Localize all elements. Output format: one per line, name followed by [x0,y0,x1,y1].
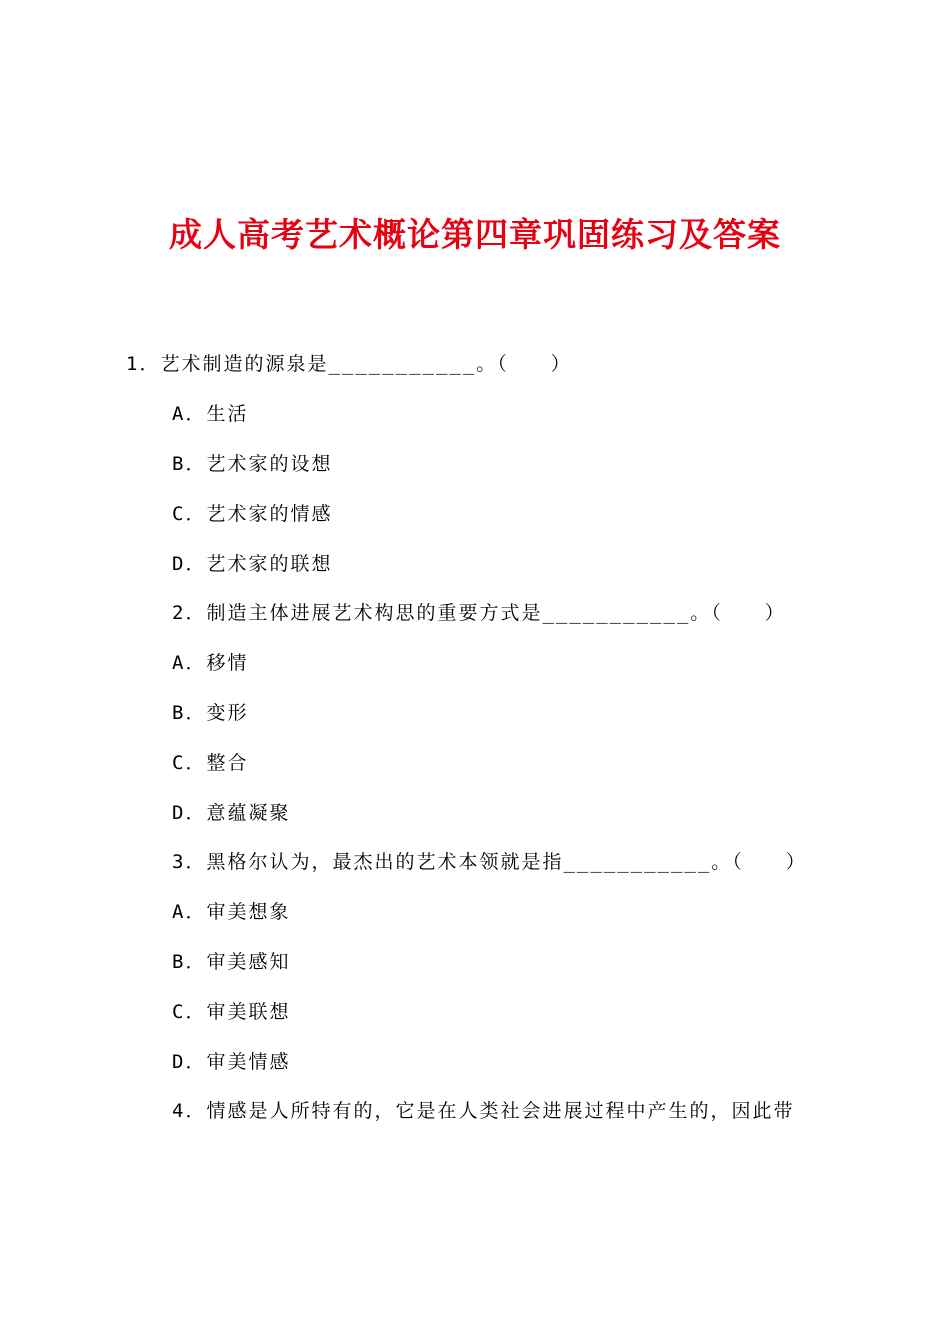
option-1a: A．生活 [172,403,249,425]
option-2a: A．移情 [172,652,249,674]
option-1d: D．艺术家的联想 [172,553,333,575]
option-3a: A．审美想象 [172,901,291,923]
option-2d: D．意蕴凝聚 [172,802,291,824]
option-3c: C．审美联想 [172,1001,291,1023]
option-3b: B．审美感知 [172,951,291,973]
question-2: 2．制造主体进展艺术构思的重要方式是___________。（ ） [172,602,786,624]
option-2c: C．整合 [172,752,249,774]
question-3: 3．黑格尔认为，最杰出的艺术本领就是指___________。（ ） [172,851,807,873]
option-3d: D．审美情感 [172,1051,291,1073]
option-1c: C．艺术家的情感 [172,503,333,525]
option-1b: B．艺术家的设想 [172,453,333,475]
option-2b: B．变形 [172,702,249,724]
question-4: 4．情感是人所特有的，它是在人类社会进展过程中产生的，因此带 [172,1100,795,1122]
question-1: 1．艺术制造的源泉是___________。（ ） [126,353,572,375]
document-title: 成人高考艺术概论第四章巩固练习及答案 [169,215,781,254]
